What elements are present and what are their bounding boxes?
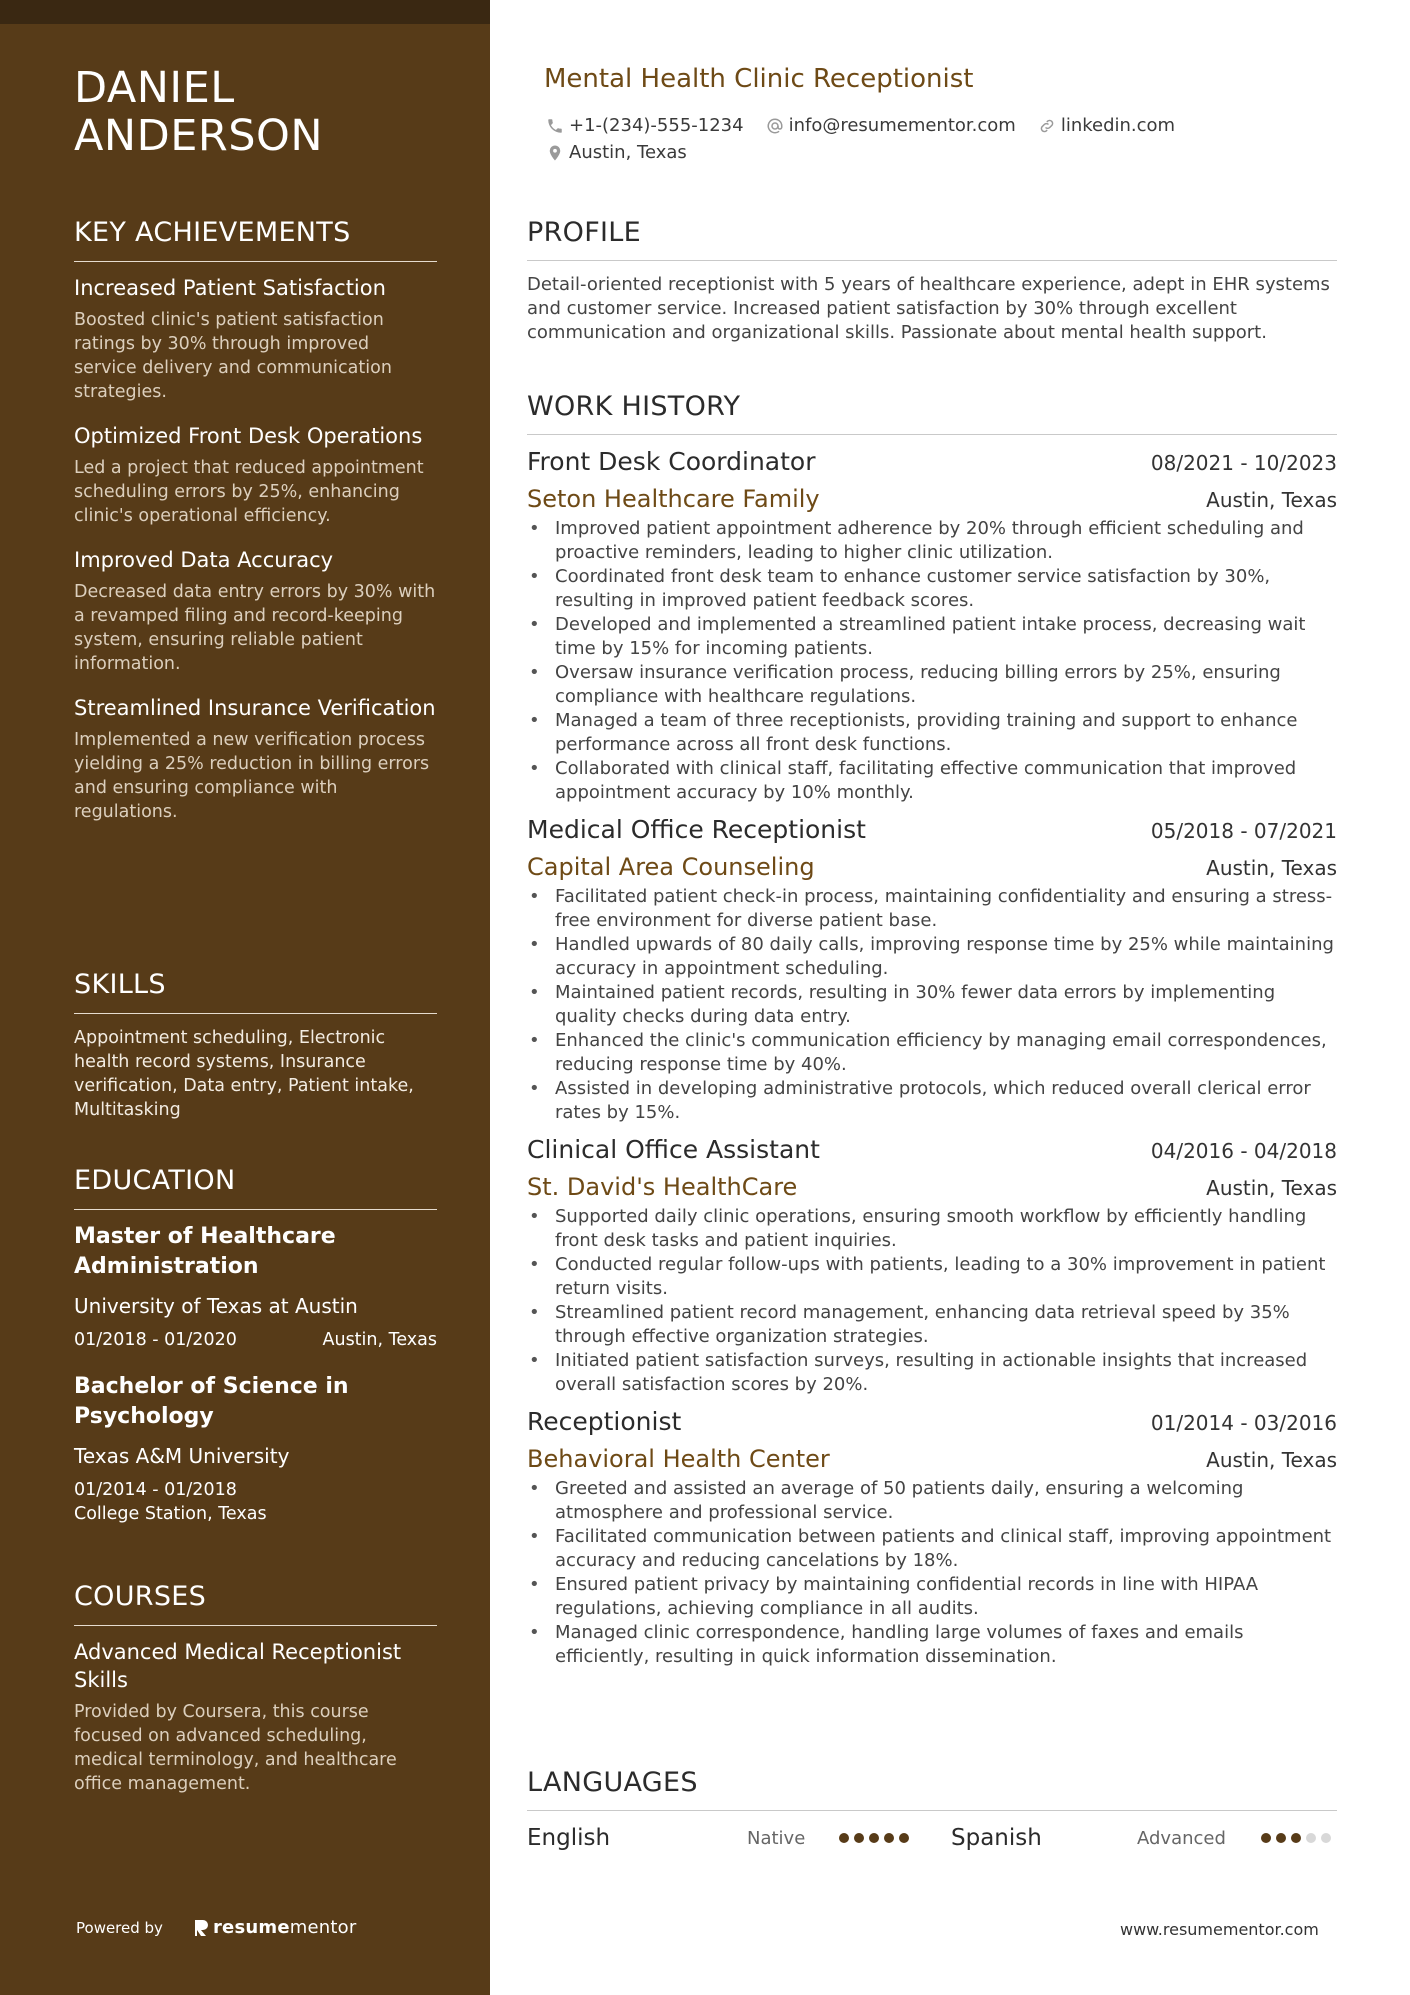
edu-dates: 01/2018 - 01/2020	[74, 1330, 237, 1350]
job-title: Mental Health Clinic Receptionist	[544, 64, 974, 94]
job-bullet: • Maintained patient records, resulting in 30% fewer data errors by implementing quality checks during data entry.	[527, 981, 1337, 1029]
rating-dot-filled	[884, 1833, 894, 1843]
profile-text: Detail-oriented receptionist with 5 years of healthcare experience, adept in EHR systems and customer service. Increased patient satisfaction by 30% through excellent communication and organizational skills. Passionate about mental health support.	[527, 274, 1330, 343]
job-head	[527, 1133, 1337, 1167]
job-sub	[527, 483, 1337, 515]
job-bullets	[527, 885, 1337, 1125]
job-location: Austin, Texas	[1206, 1176, 1337, 1200]
achievement-desc: Decreased data entry errors by 30% with a revamped filing and record-keeping system, ensuring reliable patient information.	[74, 582, 436, 674]
job-bullet: • Greeted and assisted an average of 50 patients daily, ensuring a welcoming atmosphere and professional service.	[527, 1477, 1337, 1525]
rating-dot-filled	[854, 1833, 864, 1843]
job-role: Medical Office Receptionist	[527, 815, 866, 844]
course-title: Advanced Medical Receptionist Skills	[74, 1640, 402, 1692]
email-text: info@resumementor.com	[788, 115, 1016, 136]
languages-row	[527, 1821, 1337, 1855]
footer-website[interactable]: www.resumementor.com	[1120, 1920, 1319, 1939]
language-rating	[839, 1833, 951, 1843]
resumementor-logo-icon	[193, 1919, 209, 1937]
education-section	[74, 1164, 437, 1526]
job-sub	[527, 1443, 1337, 1475]
first-name: DANIEL	[74, 63, 235, 113]
edu-meta	[74, 1328, 437, 1352]
sidebar	[0, 0, 490, 1995]
achievement-desc: Led a project that reduced appointment scheduling errors by 25%, enhancing clinic's operational efficiency.	[74, 458, 424, 526]
linkedin-text: linkedin.com	[1060, 115, 1176, 136]
location-text: Austin, Texas	[569, 142, 687, 163]
job-bullet: • Facilitated communication between patients and clinical staff, improving appointment accuracy and reducing cancelations by 18%.	[527, 1525, 1337, 1573]
achievement-title: Increased Patient Satisfaction	[74, 276, 386, 300]
job-bullet: • Managed clinic correspondence, handling large volumes of faxes and emails efficiently, resulting in quick information dissemination.	[527, 1621, 1337, 1669]
job-company: St. David's HealthCare	[527, 1173, 798, 1201]
language-level: Advanced	[1137, 1827, 1226, 1849]
last-name: ANDERSON	[74, 111, 324, 161]
job-location: Austin, Texas	[1206, 1448, 1337, 1472]
education-entry	[74, 1222, 437, 1352]
achievements-list	[74, 274, 437, 824]
phone-icon	[546, 117, 564, 135]
job-company: Capital Area Counseling	[527, 853, 815, 881]
rating-dot-filled	[839, 1833, 849, 1843]
edu-dates: 01/2014 - 01/2018	[74, 1480, 237, 1500]
job-dates: 04/2016 - 04/2018	[1150, 1139, 1337, 1163]
rating-dot-filled	[869, 1833, 879, 1843]
job-bullet: • Handled upwards of 80 daily calls, improving response time by 25% while maintaining accuracy in appointment scheduling.	[527, 933, 1337, 981]
job-bullet: • Assisted in developing administrative protocols, which reduced overall clerical error rates by 15%.	[527, 1077, 1337, 1125]
job-bullets	[527, 517, 1337, 805]
edu-school: Texas A&M University	[74, 1444, 290, 1468]
achievement-desc: Implemented a new verification process yielding a 25% reduction in billing errors and ensuring compliance with regulations.	[74, 730, 430, 822]
job-bullet: • Managed a team of three receptionists, providing training and support to enhance performance across all front desk functions.	[527, 709, 1337, 757]
job-bullet: • Collaborated with clinical staff, facilitating effective communication that improved appointment accuracy by 10% monthly.	[527, 757, 1337, 805]
job-entry	[527, 813, 1337, 1125]
rating-dot-filled	[1291, 1833, 1301, 1843]
job-bullet: • Conducted regular follow-ups with patients, leading to a 30% improvement in patient return visits.	[527, 1253, 1337, 1301]
brand-logo[interactable]	[193, 1917, 356, 1938]
job-bullets	[527, 1477, 1337, 1669]
job-dates: 08/2021 - 10/2023	[1150, 451, 1337, 475]
job-entry	[527, 1133, 1337, 1397]
powered-by-label: Powered by	[76, 1918, 163, 1937]
location-contact	[546, 142, 687, 163]
job-bullet: • Coordinated front desk team to enhance customer service satisfaction by 30%, resulting in improved patient feedback scores.	[527, 565, 1337, 613]
job-bullet: • Developed and implemented a streamlined patient intake process, decreasing wait time by 15% for incoming patients.	[527, 613, 1337, 661]
language-name: English	[527, 1825, 611, 1851]
phone-text: +1-(234)-555-1234	[569, 115, 744, 136]
job-location: Austin, Texas	[1206, 856, 1337, 880]
rating-dot-empty	[1306, 1833, 1316, 1843]
job-entry	[527, 1405, 1337, 1669]
job-location: Austin, Texas	[1206, 488, 1337, 512]
key-achievements-section	[74, 216, 437, 842]
edu-location: Austin, Texas	[322, 1330, 437, 1350]
location-pin-icon	[546, 144, 564, 162]
job-head	[527, 445, 1337, 479]
candidate-name	[74, 64, 454, 160]
brand-bold: resume	[212, 1917, 290, 1938]
section-heading: KEY ACHIEVEMENTS	[74, 216, 437, 262]
sidebar-top-bar	[0, 0, 490, 24]
course-desc: Provided by Coursera, this course focused on advanced scheduling, medical terminology, and healthcare office management.	[74, 1702, 397, 1794]
job-role: Front Desk Coordinator	[527, 447, 816, 476]
section-heading: LANGUAGES	[527, 1766, 1337, 1811]
job-sub	[527, 851, 1337, 883]
job-bullet: • Enhanced the clinic's communication efficiency by managing email correspondences, reducing response time by 40%.	[527, 1029, 1337, 1077]
job-bullet: • Improved patient appointment adherence by 20% through efficient scheduling and proactive reminders, leading to higher clinic utilization.	[527, 517, 1337, 565]
phone-contact[interactable]	[546, 115, 744, 136]
rating-dot-filled	[1276, 1833, 1286, 1843]
section-heading: EDUCATION	[74, 1164, 437, 1210]
skills-text: Appointment scheduling, Electronic health record systems, Insurance verification, Data entry, Patient intake, Multitasking	[74, 1028, 414, 1120]
at-icon	[766, 117, 784, 135]
job-head	[527, 1405, 1337, 1439]
rating-dot-filled	[1261, 1833, 1271, 1843]
email-contact[interactable]	[766, 115, 1016, 136]
language-name: Spanish	[951, 1825, 1042, 1851]
languages-section	[527, 1766, 1337, 1855]
work-history-section	[527, 390, 1337, 1669]
language-level: Native	[747, 1827, 806, 1849]
edu-location: College Station, Texas	[74, 1504, 267, 1524]
job-bullet: • Ensured patient privacy by maintaining confidential records in line with HIPAA regulations, achieving compliance in all audits.	[527, 1573, 1337, 1621]
job-role: Receptionist	[527, 1407, 682, 1436]
section-heading: PROFILE	[527, 216, 1337, 261]
edu-school: University of Texas at Austin	[74, 1294, 358, 1318]
linkedin-contact[interactable]	[1038, 115, 1175, 136]
section-heading: SKILLS	[74, 968, 437, 1014]
job-sub	[527, 1171, 1337, 1203]
brand-light: mentor	[289, 1917, 357, 1938]
powered-by	[76, 1917, 356, 1938]
education-entry	[74, 1372, 437, 1526]
job-dates: 01/2014 - 03/2016	[1150, 1411, 1337, 1435]
job-bullet: • Supported daily clinic operations, ensuring smooth workflow by efficiently handling front desk tasks and patient inquiries.	[527, 1205, 1337, 1253]
section-heading: COURSES	[74, 1580, 437, 1626]
job-bullets	[527, 1205, 1337, 1397]
job-bullet: • Facilitated patient check-in process, maintaining confidentiality and ensuring a stress-free environment for diverse patient base.	[527, 885, 1337, 933]
edu-degree: Bachelor of Science in Psychology	[74, 1374, 349, 1429]
courses-section	[74, 1580, 437, 1814]
job-entry	[527, 445, 1337, 805]
achievement-title: Optimized Front Desk Operations	[74, 424, 423, 448]
job-company: Seton Healthcare Family	[527, 485, 820, 513]
jobs-list	[527, 445, 1337, 1669]
job-head	[527, 813, 1337, 847]
job-bullet: • Streamlined patient record management, enhancing data retrieval speed by 35% through effective organization strategies.	[527, 1301, 1337, 1349]
language-rating	[1261, 1833, 1336, 1843]
contact-info	[546, 112, 1197, 166]
job-dates: 05/2018 - 07/2021	[1150, 819, 1337, 843]
achievement-desc: Boosted clinic's patient satisfaction ratings by 30% through improved service delivery and communication strategies.	[74, 310, 392, 402]
job-bullet: • Initiated patient satisfaction surveys, resulting in actionable insights that increased overall satisfaction scores by 20%.	[527, 1349, 1337, 1397]
job-role: Clinical Office Assistant	[527, 1135, 820, 1164]
edu-degree: Master of Healthcare Administration	[74, 1224, 336, 1279]
profile-section	[527, 216, 1337, 345]
achievement-title: Streamlined Insurance Verification	[74, 696, 436, 720]
job-company: Behavioral Health Center	[527, 1445, 830, 1473]
rating-dot-filled	[899, 1833, 909, 1843]
job-bullet: • Oversaw insurance verification process, reducing billing errors by 25%, ensuring compliance with healthcare regulations.	[527, 661, 1337, 709]
achievement-title: Improved Data Accuracy	[74, 548, 334, 572]
rating-dot-empty	[1321, 1833, 1331, 1843]
link-icon	[1038, 117, 1056, 135]
section-heading: WORK HISTORY	[527, 390, 1337, 435]
skills-section	[74, 968, 437, 1122]
